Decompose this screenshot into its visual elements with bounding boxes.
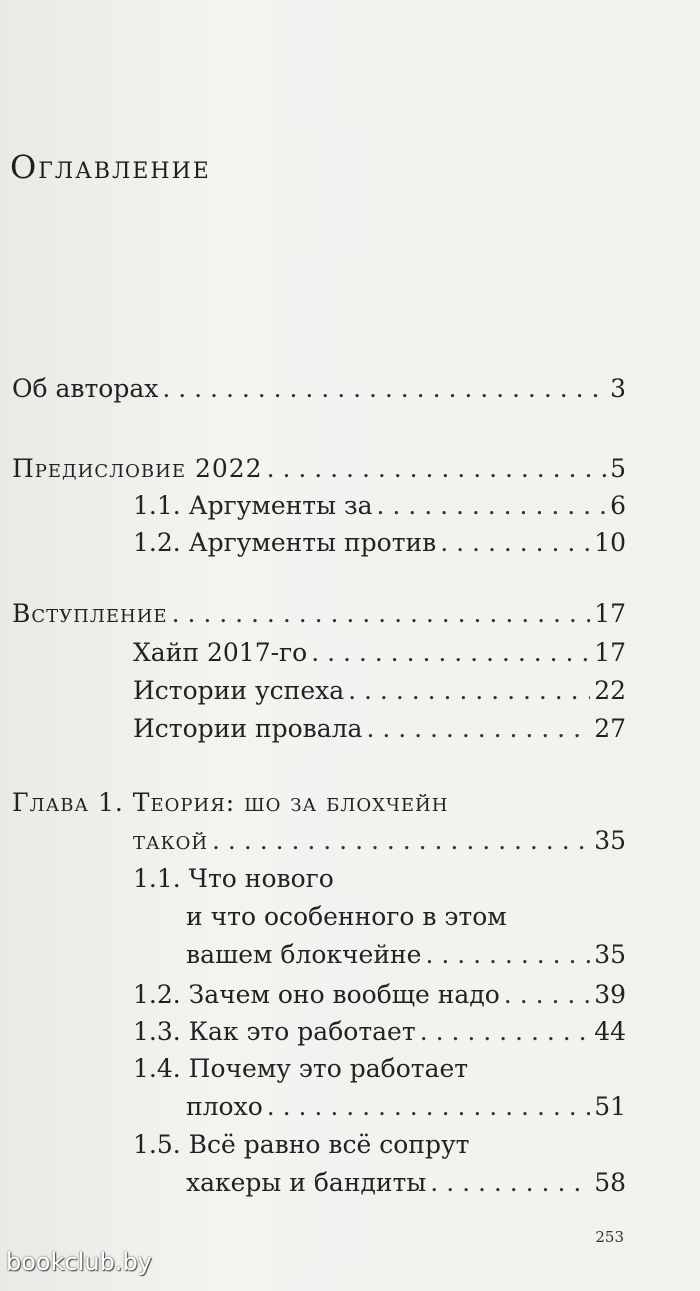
toc-entry-preface xyxy=(12,456,626,481)
toc-page-number: 44 xyxy=(594,1017,626,1046)
toc-page-number: 58 xyxy=(594,1168,626,1197)
toc-entry-text: вашем блокчейне xyxy=(186,940,422,969)
toc-entry-1-4-line1: 1.4. Почему это работает xyxy=(133,1054,469,1083)
toc-page-number: 6 xyxy=(610,491,626,520)
toc-entry-chapter-1-line1: Глава 1. Теория: шо за блохчейн xyxy=(12,788,449,817)
toc-entry-text: Об авторах xyxy=(12,374,159,403)
site-watermark: bookclub.by xyxy=(6,1248,152,1276)
toc-leader-dots xyxy=(311,640,590,665)
toc-page-number: 17 xyxy=(594,599,626,628)
toc-leader-dots xyxy=(420,1019,591,1044)
toc-leader-dots xyxy=(504,982,590,1007)
toc-entry-text: плохо xyxy=(186,1092,263,1121)
toc-entry-text: Вступление xyxy=(12,599,168,628)
toc-entry-1-5 xyxy=(186,1170,626,1195)
toc-entry-1-1 xyxy=(186,942,626,967)
toc-entry-1-1-line2: и что особенного в этом xyxy=(186,902,507,931)
toc-entry-success-stories xyxy=(133,678,626,703)
toc-entry-1-4 xyxy=(186,1094,626,1119)
toc-page-number: 3 xyxy=(610,374,626,403)
toc-page-number: 27 xyxy=(594,714,626,743)
toc-entry-about-authors xyxy=(12,376,626,401)
toc-entry-text: Хайп 2017-го xyxy=(133,638,308,667)
toc-page-number: 22 xyxy=(594,676,626,705)
toc-entry-text: Истории успеха xyxy=(133,676,345,705)
toc-page-number: 17 xyxy=(594,638,626,667)
toc-title: Оглавление xyxy=(10,148,211,186)
toc-entry-arguments-against xyxy=(133,530,626,555)
toc-page-number: 35 xyxy=(594,826,626,855)
toc-entry-text: 1.1. Аргументы за xyxy=(133,491,373,520)
toc-leader-dots xyxy=(172,601,591,626)
toc-leader-dots xyxy=(348,678,590,703)
toc-entry-text: 1.2. Аргументы против xyxy=(133,528,437,557)
toc-entry-text: 1.3. Как это работает xyxy=(133,1017,416,1046)
toc-entry-1-1-line1: 1.1. Что нового xyxy=(133,864,334,893)
toc-entry-hype-2017 xyxy=(133,640,626,665)
toc-entry-introduction xyxy=(12,601,626,626)
toc-entry-1-2 xyxy=(133,982,626,1007)
toc-entry-text: хакеры и бандиты xyxy=(186,1168,427,1197)
toc-entry-text: Предисловие 2022 xyxy=(12,454,263,483)
toc-entry-text: такой xyxy=(133,826,209,855)
toc-leader-dots xyxy=(377,493,607,518)
toc-leader-dots xyxy=(430,1170,590,1195)
toc-page-number: 51 xyxy=(594,1092,626,1121)
toc-entry-1-3 xyxy=(133,1019,626,1044)
toc-page-number: 5 xyxy=(610,454,626,483)
toc-leader-dots xyxy=(440,530,590,555)
toc-entry-text: Истории провала xyxy=(133,714,363,743)
toc-leader-dots xyxy=(162,376,606,401)
toc-leader-dots xyxy=(212,828,590,853)
toc-entry-text: 1.2. Зачем оно вообще надо xyxy=(133,980,500,1009)
toc-page-number: 10 xyxy=(594,528,626,557)
toc-leader-dots xyxy=(267,1094,590,1119)
toc-leader-dots xyxy=(366,716,590,741)
toc-page-number: 39 xyxy=(594,980,626,1009)
toc-entry-chapter-1 xyxy=(133,828,626,853)
toc-entry-1-5-line1: 1.5. Всё равно всё сопрут xyxy=(133,1130,470,1159)
toc-leader-dots xyxy=(267,456,607,481)
toc-entry-arguments-for xyxy=(133,493,626,518)
toc-leader-dots xyxy=(425,942,590,967)
toc-entry-failure-stories xyxy=(133,716,626,741)
toc-page-number: 35 xyxy=(594,940,626,969)
page-folio-number: 253 xyxy=(595,1228,624,1246)
